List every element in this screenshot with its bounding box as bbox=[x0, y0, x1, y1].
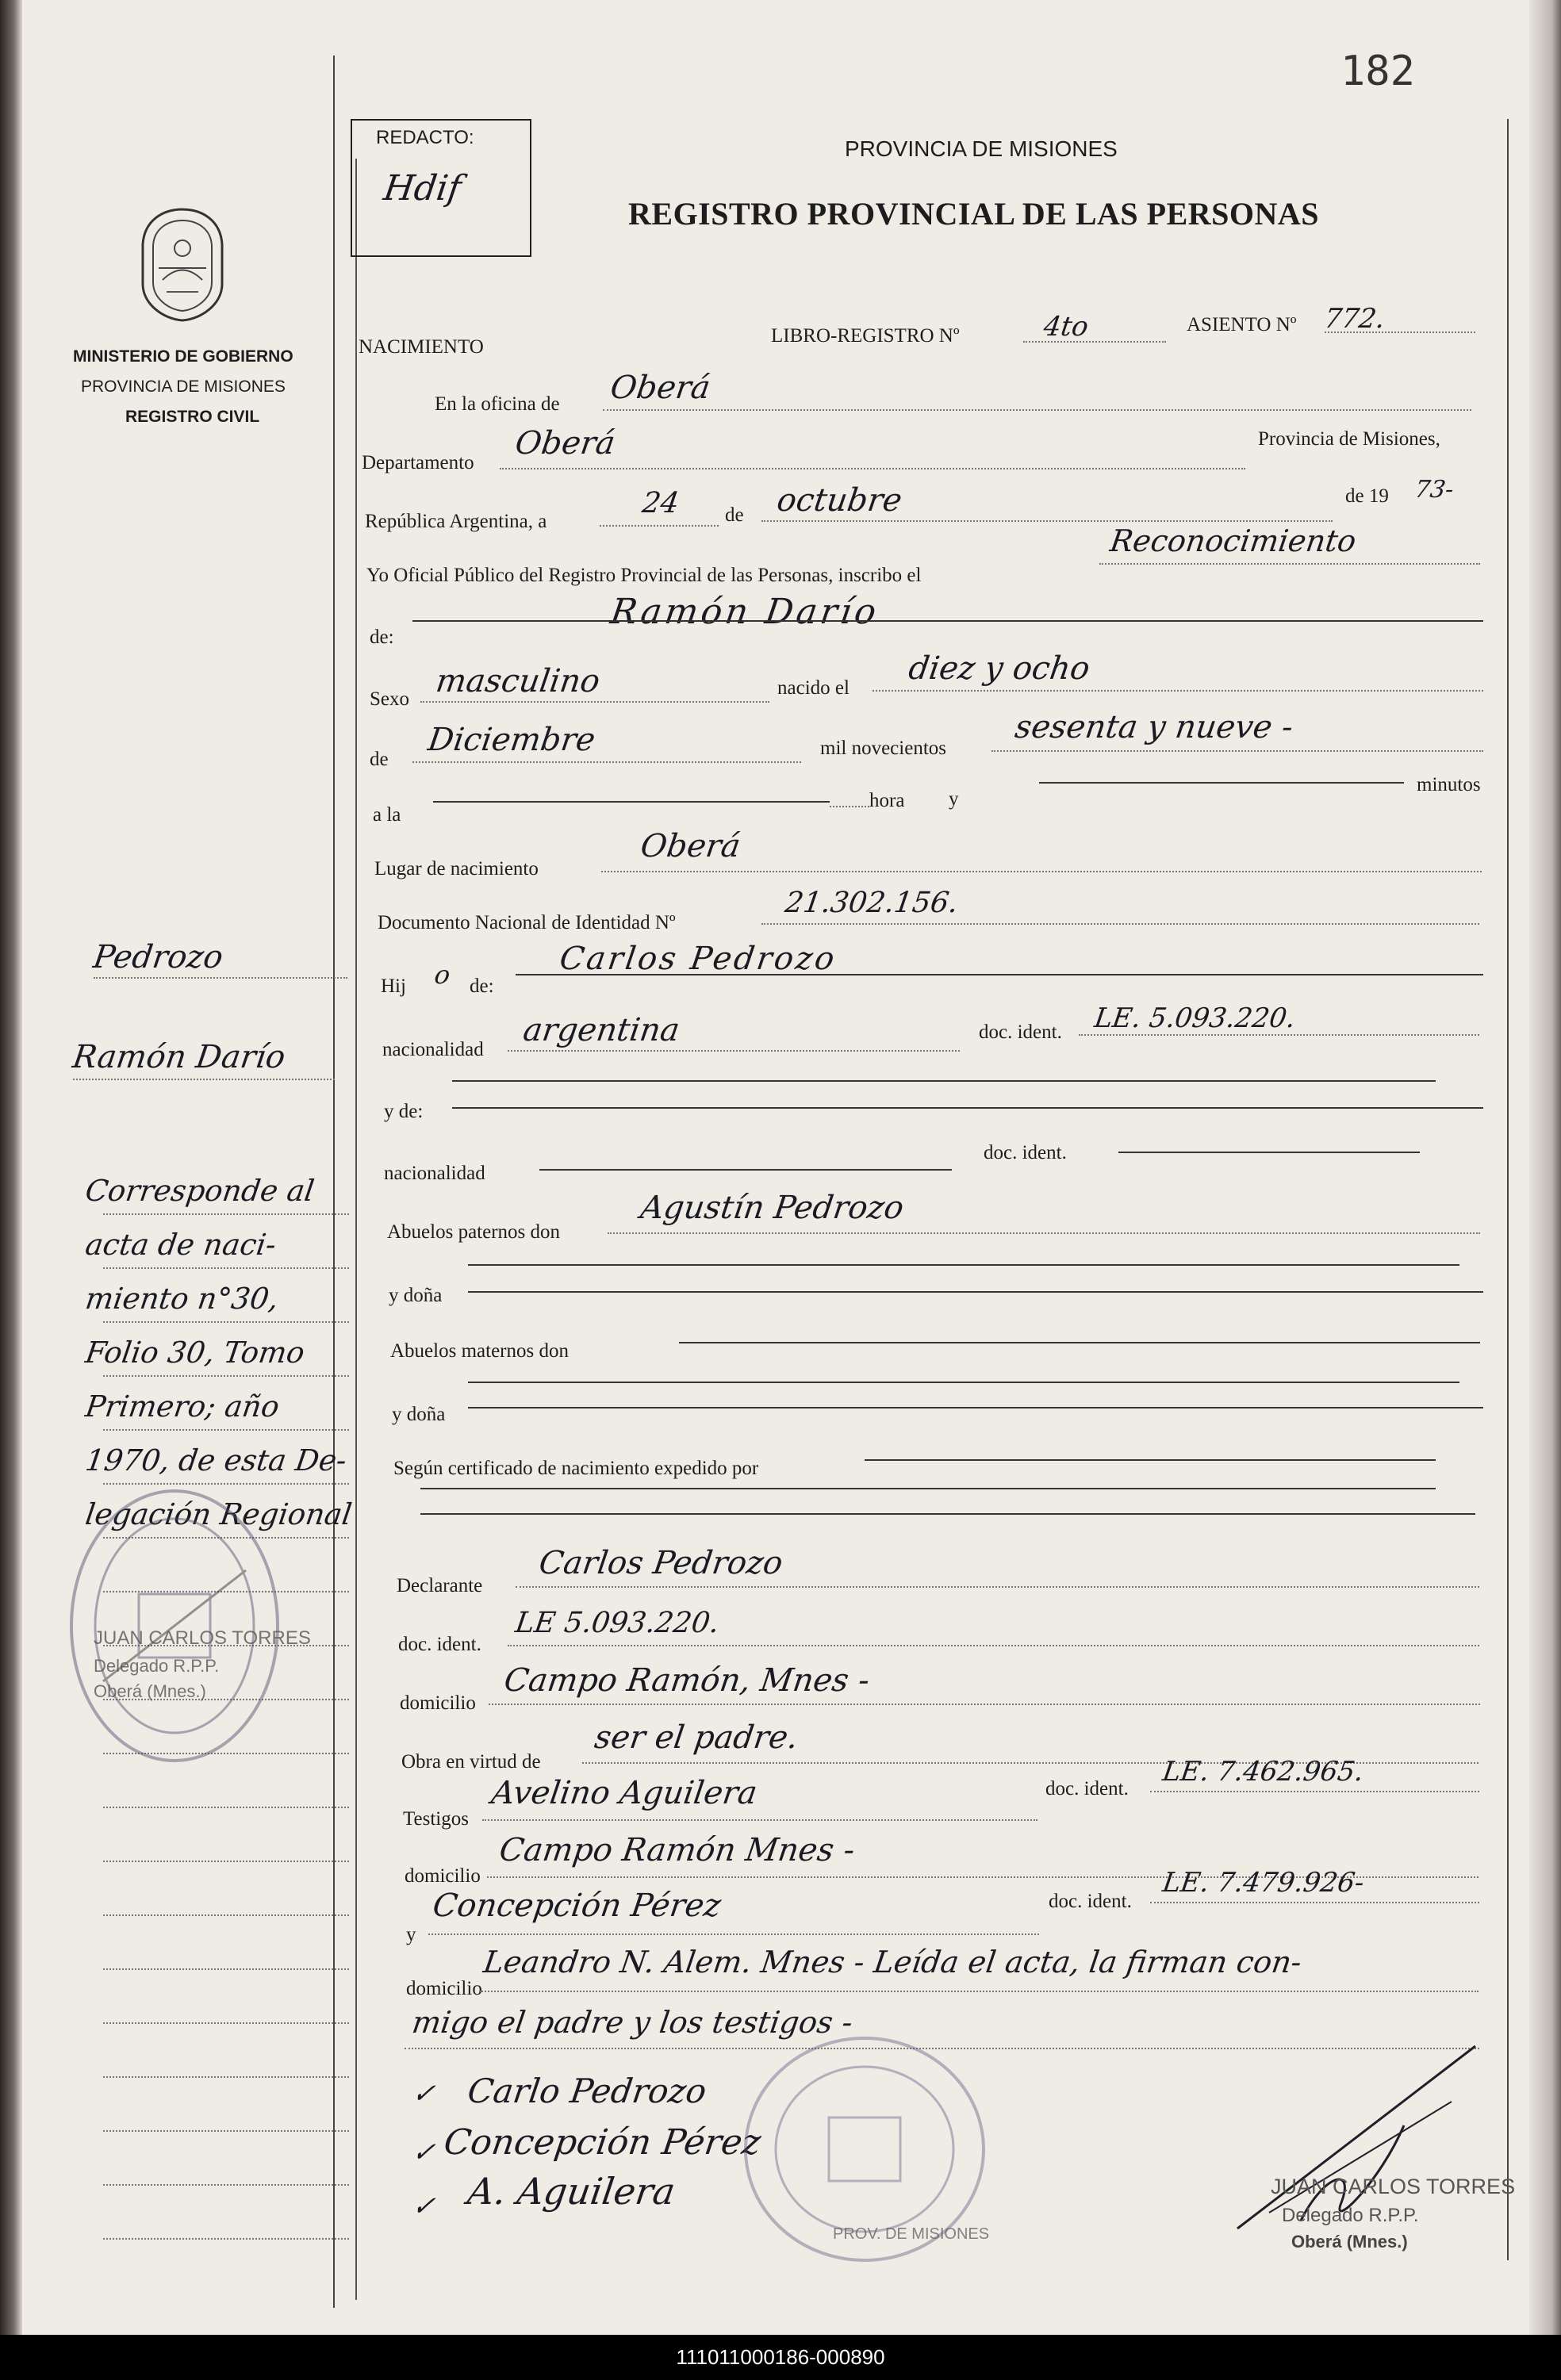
abuela-mat-upper bbox=[468, 1382, 1459, 1383]
hijo-label: Hij bbox=[381, 975, 406, 997]
abuela-pat-upper bbox=[468, 1264, 1459, 1266]
central-seal-text: PROV. DE MISIONES bbox=[833, 2225, 990, 2243]
hora-label: hora bbox=[869, 790, 905, 811]
margin-divider-outer bbox=[333, 56, 335, 2308]
y2-label: y bbox=[406, 1924, 416, 1945]
abuelos-pat-label: Abuelos paternos don bbox=[387, 1221, 561, 1243]
testigo1-doc-line bbox=[1150, 1791, 1479, 1792]
margin-line bbox=[103, 1429, 349, 1431]
margin-line bbox=[94, 977, 347, 979]
ala-label: a la bbox=[373, 804, 401, 826]
republica-label: República Argentina, a bbox=[365, 511, 547, 532]
lugar-label: Lugar de nacimiento bbox=[374, 858, 539, 880]
y-label: y bbox=[949, 788, 959, 810]
redacto-box bbox=[351, 119, 531, 257]
madre-line-upper bbox=[452, 1080, 1436, 1082]
sexo-label: Sexo bbox=[370, 688, 409, 710]
margin-note-line: miento n°30, bbox=[82, 1282, 281, 1316]
signature-1: Carlo Pedrozo bbox=[465, 2071, 709, 2110]
nacionalidad-value: argentina bbox=[520, 1012, 682, 1048]
testigo1-doc-label: doc. ident. bbox=[1045, 1778, 1129, 1799]
domicilio2-label: domicilio bbox=[405, 1865, 481, 1887]
testigos-label: Testigos bbox=[403, 1808, 469, 1830]
abuela-mat-line bbox=[468, 1407, 1483, 1408]
mes-line bbox=[761, 520, 1333, 522]
hora-line bbox=[433, 801, 830, 803]
testigo2-doc-label: doc. ident. bbox=[1049, 1891, 1132, 1912]
obra-label: Obra en virtud de bbox=[401, 1751, 541, 1773]
inscribo-line bbox=[1099, 563, 1480, 565]
margin-note-line: Corresponde al bbox=[82, 1174, 316, 1208]
mes-nac-line bbox=[412, 761, 801, 763]
oficina-line bbox=[603, 409, 1471, 411]
hijo-o: o bbox=[432, 960, 452, 990]
nacionalidad2-line bbox=[539, 1169, 952, 1171]
sexo-line bbox=[420, 701, 769, 703]
mes-nac-value: Diciembre bbox=[425, 722, 598, 758]
padre-doc-value: LE. 5.093.220. bbox=[1092, 1002, 1298, 1034]
padre-value: Carlos Pedrozo bbox=[557, 941, 839, 977]
lugar-line bbox=[601, 871, 1482, 872]
margin-line bbox=[103, 2238, 349, 2240]
segun-label: Según certificado de nacimiento expedido por bbox=[393, 1458, 759, 1479]
declarante-line bbox=[516, 1586, 1479, 1588]
domicilio-line bbox=[489, 1704, 1480, 1705]
sexo-value: masculino bbox=[433, 663, 603, 699]
signature-2: Concepción Pérez bbox=[441, 2122, 764, 2163]
check-mark: ✓ bbox=[410, 2137, 438, 2168]
asiento-value: 772. bbox=[1322, 303, 1387, 335]
margin-note-line: legación Regional bbox=[82, 1497, 355, 1531]
asiento-line bbox=[1325, 332, 1475, 333]
book-spine bbox=[0, 0, 22, 2335]
oficina-value: Oberá bbox=[608, 370, 713, 406]
abuelo-pat-line bbox=[608, 1232, 1480, 1234]
madre-doc-line bbox=[1118, 1152, 1420, 1153]
minutos-line bbox=[1039, 782, 1404, 784]
margin-line bbox=[73, 1079, 335, 1080]
domicilio2-value: Campo Ramón Mnes - bbox=[497, 1832, 857, 1868]
dni-value: 21.302.156. bbox=[783, 887, 961, 919]
margin-divider-inner bbox=[355, 159, 357, 2300]
official-stamp-title: Delegado R.P.P. bbox=[1282, 2205, 1419, 2226]
margin-line bbox=[103, 1321, 349, 1323]
margin-stamp-name: JUAN CARLOS TORRES bbox=[94, 1627, 311, 1649]
redacto-label: REDACTO: bbox=[376, 127, 474, 148]
mil-label: mil novecientos bbox=[820, 738, 946, 759]
domicilio-value: Campo Ramón, Mnes - bbox=[501, 1662, 873, 1699]
domicilio3-line bbox=[479, 1991, 1479, 1992]
abuelo-mat-line bbox=[679, 1342, 1480, 1343]
domicilio3-value: Leandro N. Alem. Mnes - Leída el acta, la firman con- bbox=[481, 1945, 1304, 1980]
nacido-value: diez y ocho bbox=[906, 650, 1092, 687]
de-mes-label: de bbox=[370, 749, 389, 770]
y-de-label: y de: bbox=[384, 1101, 424, 1122]
margin-line bbox=[103, 2184, 349, 2186]
departamento-value: Oberá bbox=[512, 425, 618, 462]
declarante-value: Carlos Pedrozo bbox=[536, 1545, 785, 1581]
margin-line bbox=[103, 1267, 349, 1269]
testigo2-value: Concepción Pérez bbox=[430, 1888, 723, 1924]
margin-surname: Pedrozo bbox=[90, 939, 225, 975]
dni-label: Documento Nacional de Identidad Nº bbox=[378, 912, 676, 933]
abuela-pat-line bbox=[468, 1291, 1483, 1293]
padre-line bbox=[516, 974, 1483, 975]
nombre-value: Ramón Darío bbox=[608, 592, 882, 632]
testigo2-line bbox=[428, 1934, 1039, 1935]
dia-value: 24 bbox=[640, 487, 681, 519]
check-mark: ✓ bbox=[410, 2190, 438, 2222]
asiento-label: ASIENTO Nº bbox=[1187, 314, 1297, 335]
margin-line bbox=[103, 2076, 349, 2078]
segun-line bbox=[865, 1459, 1436, 1461]
y-dona2-label: y doña bbox=[392, 1404, 446, 1425]
decl-doc-value: LE 5.093.220. bbox=[513, 1607, 722, 1639]
margin-line bbox=[103, 1968, 349, 1970]
libro-value: 4to bbox=[1041, 311, 1091, 343]
nacionalidad2-label: nacionalidad bbox=[384, 1163, 485, 1184]
anio-value: 73- bbox=[1413, 476, 1456, 504]
redacto-value: Hdif bbox=[381, 168, 464, 209]
margin-note-line: acta de naci- bbox=[82, 1228, 278, 1262]
segun-line2-upper bbox=[420, 1488, 1436, 1489]
margin-line bbox=[103, 1914, 349, 1916]
minutos-label: minutos bbox=[1417, 774, 1481, 795]
page-edge bbox=[1529, 0, 1561, 2335]
hora-dots bbox=[830, 806, 869, 807]
provincia-suffix: Provincia de Misiones, bbox=[1258, 428, 1440, 450]
margin-note-line: Primero; año bbox=[82, 1389, 282, 1424]
yo-oficial-label: Yo Oficial Público del Registro Provincial de las Personas, inscribo el bbox=[366, 565, 922, 586]
inscribo-value: Reconocimiento bbox=[1107, 523, 1359, 558]
nacionalidad-line bbox=[508, 1050, 960, 1052]
decl-doc-label: doc. ident. bbox=[398, 1634, 481, 1655]
y-dona-label: y doña bbox=[389, 1285, 443, 1306]
nacido-line bbox=[873, 690, 1483, 692]
nacido-label: nacido el bbox=[777, 677, 850, 699]
hijo-de-label: de: bbox=[470, 975, 494, 997]
margin-note-line: Folio 30, Tomo bbox=[82, 1336, 307, 1370]
dia-line bbox=[600, 525, 719, 527]
departamento-line bbox=[500, 468, 1245, 469]
margin-line bbox=[103, 1861, 349, 1862]
de-label: de bbox=[725, 504, 744, 526]
domicilio3-label: domicilio bbox=[406, 1978, 482, 1999]
civil-registry-line: REGISTRO CIVIL bbox=[125, 408, 260, 426]
nacionalidad-label: nacionalidad bbox=[382, 1039, 484, 1060]
provincial-emblem-icon bbox=[135, 205, 230, 324]
right-border bbox=[1507, 119, 1509, 2260]
margin-stamp-place: Oberá (Mnes.) bbox=[94, 1681, 206, 1701]
registry-title: REGISTRO PROVINCIAL DE LAS PERSONAS bbox=[628, 196, 1320, 232]
testigo1-line bbox=[482, 1819, 1037, 1821]
ministry-line: MINISTERIO DE GOBIERNO bbox=[73, 347, 293, 366]
obra-value: ser el padre. bbox=[592, 1719, 801, 1756]
de-anio-label: de 19 bbox=[1345, 485, 1389, 507]
doc-ident2-label: doc. ident. bbox=[984, 1142, 1067, 1163]
mes-value: octubre bbox=[774, 482, 904, 519]
margin-line bbox=[103, 1807, 349, 1808]
doc-ident-label: doc. ident. bbox=[979, 1021, 1062, 1043]
margin-line bbox=[103, 1213, 349, 1215]
declarante-label: Declarante bbox=[397, 1575, 483, 1596]
margin-note-line: 1970, de esta De- bbox=[82, 1443, 349, 1477]
testigo1-value: Avelino Aguilera bbox=[489, 1775, 760, 1811]
closing-value: migo el padre y los testigos - bbox=[409, 2005, 855, 2040]
official-stamp-name: JUAN CARLOS TORRES bbox=[1271, 2175, 1516, 2198]
archive-code-footer: 111011000186-000890 bbox=[0, 2335, 1561, 2380]
nacimiento-label: NACIMIENTO bbox=[359, 336, 484, 358]
oficina-label: En la oficina de bbox=[435, 393, 560, 415]
check-mark: ✓ bbox=[410, 2078, 438, 2110]
margin-seal-stamp bbox=[56, 1475, 293, 1776]
official-stamp-place: Oberá (Mnes.) bbox=[1291, 2232, 1408, 2252]
dni-line bbox=[761, 923, 1479, 925]
departamento-label: Departamento bbox=[362, 452, 474, 473]
testigo2-doc-value: LE. 7.479.926- bbox=[1160, 1867, 1367, 1899]
lugar-value: Oberá bbox=[638, 828, 743, 864]
abuelos-mat-label: Abuelos maternos don bbox=[390, 1340, 569, 1362]
libro-line bbox=[1023, 341, 1166, 343]
padre-doc-line bbox=[1079, 1034, 1479, 1036]
testigo2-doc-line bbox=[1150, 1902, 1479, 1903]
margin-names: Ramón Darío bbox=[70, 1039, 288, 1075]
segun-line2 bbox=[420, 1513, 1475, 1515]
de-colon-label: de: bbox=[370, 627, 394, 648]
page-number: 182 bbox=[1340, 48, 1415, 95]
abuelo-pat-value: Agustín Pedrozo bbox=[638, 1190, 907, 1226]
domicilio-label: domicilio bbox=[400, 1692, 476, 1714]
signature-3: A. Aguilera bbox=[465, 2170, 678, 2213]
margin-line bbox=[103, 2022, 349, 2024]
province-heading: PROVINCIA DE MISIONES bbox=[845, 136, 1118, 161]
anio-nac-line bbox=[991, 750, 1483, 752]
margin-line bbox=[103, 2130, 349, 2132]
madre-line bbox=[452, 1107, 1483, 1109]
anio-nac-value: sesenta y nueve - bbox=[1012, 709, 1296, 745]
province-line: PROVINCIA DE MISIONES bbox=[81, 378, 286, 396]
margin-line bbox=[103, 1375, 349, 1377]
decl-doc-line bbox=[508, 1645, 1479, 1646]
margin-stamp-title: Delegado R.P.P. bbox=[94, 1656, 220, 1676]
libro-label: LIBRO-REGISTRO Nº bbox=[771, 325, 960, 347]
testigo1-doc-value: LE. 7.462.965. bbox=[1160, 1756, 1366, 1788]
nombre-line bbox=[412, 620, 1483, 622]
